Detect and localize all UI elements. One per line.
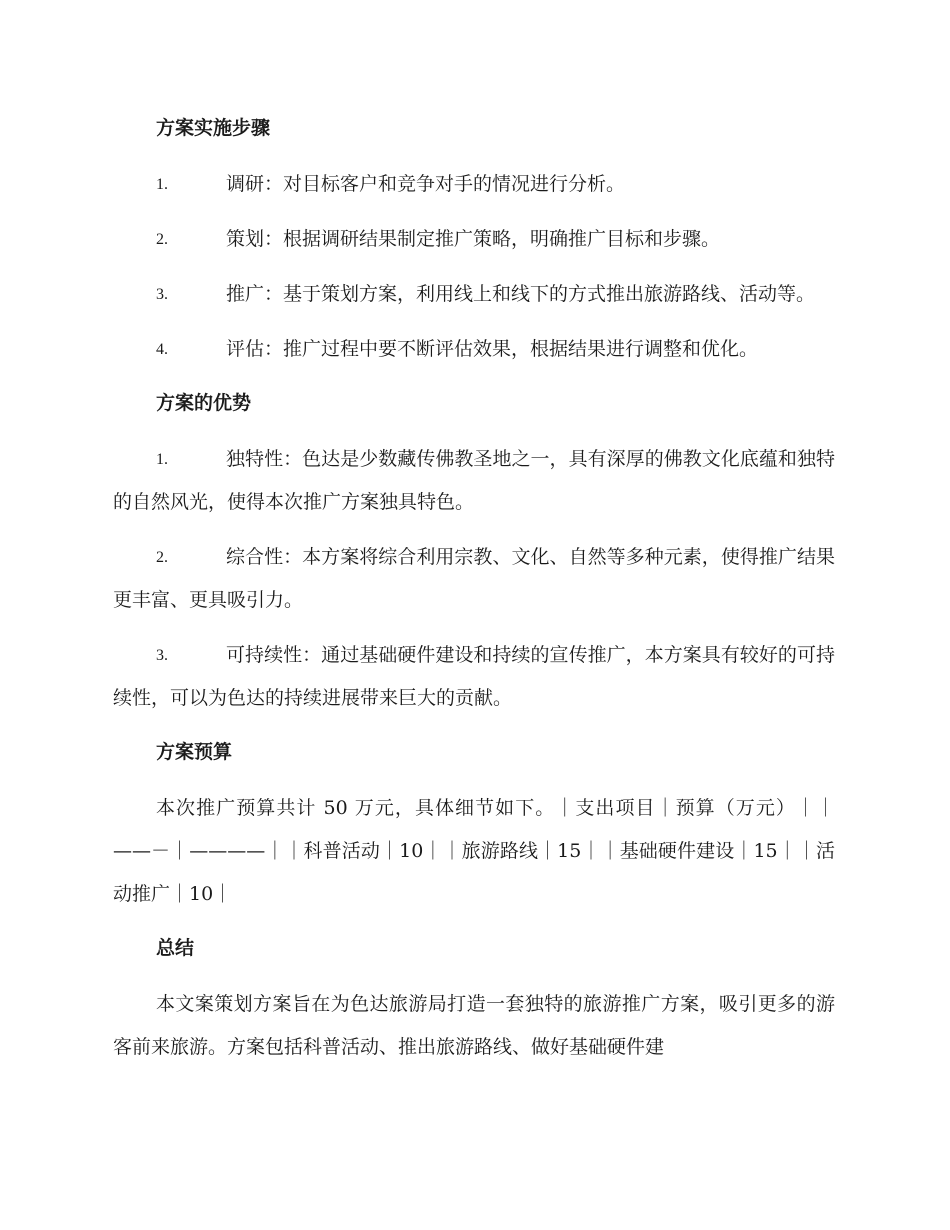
list-number: 2. [156, 549, 168, 566]
budget-paragraph: 本次推广预算共计 50 万元，具体细节如下。｜支出项目｜预算（万元）｜｜——－｜————｜｜科普活动｜10｜｜旅游路线｜15｜｜基础硬件建设｜15｜｜活动推广｜10｜ [113, 797, 835, 905]
list-item-text: 调研：对目标客户和竞争对手的情况进行分析。 [226, 173, 626, 195]
list-item [113, 536, 835, 622]
list-item [113, 273, 835, 316]
summary-paragraph: 本文案策划方案旨在为色达旅游局打造一套独特的旅游推广方案，吸引更多的游客前来旅游。方案包括科普活动、推出旅游路线、做好基础硬件建 [113, 993, 835, 1058]
list-item-text: 推广：基于策划方案，利用线上和线下的方式推出旅游路线、活动等。 [226, 283, 816, 305]
list-number: 4. [156, 341, 168, 358]
section-heading-budget: 方案预算 [156, 741, 233, 763]
list-number: 2. [156, 231, 168, 248]
list-item [113, 218, 835, 261]
list-item [113, 163, 835, 206]
list-item-text: 策划：根据调研结果制定推广策略，明确推广目标和步骤。 [226, 228, 721, 250]
list-item-text: 综合性：本方案将综合利用宗教、文化、自然等多种元素，使得推广结果更丰富、更具吸引力。 [113, 546, 835, 611]
list-item [113, 634, 835, 720]
list-number: 3. [156, 647, 168, 664]
section-heading-implementation-steps: 方案实施步骤 [156, 117, 271, 139]
list-item-text: 评估：推广过程中要不断评估效果，根据结果进行调整和优化。 [226, 338, 759, 360]
list-number: 3. [156, 286, 168, 303]
section-heading-advantages: 方案的优势 [156, 392, 252, 414]
list-item-text: 可持续性：通过基础硬件建设和持续的宣传推广，本方案具有较好的可持续性，可以为色达的持续进展带来巨大的贡献。 [113, 644, 835, 709]
list-item-text: 独特性：色达是少数藏传佛教圣地之一，具有深厚的佛教文化底蕴和独特的自然风光，使得本次推广方案独具特色。 [113, 448, 835, 513]
document-page [113, 108, 835, 1081]
list-number: 1. [156, 176, 168, 193]
list-item [113, 328, 835, 371]
list-item [113, 438, 835, 524]
section-heading-summary: 总结 [156, 937, 195, 959]
list-number: 1. [156, 451, 168, 468]
